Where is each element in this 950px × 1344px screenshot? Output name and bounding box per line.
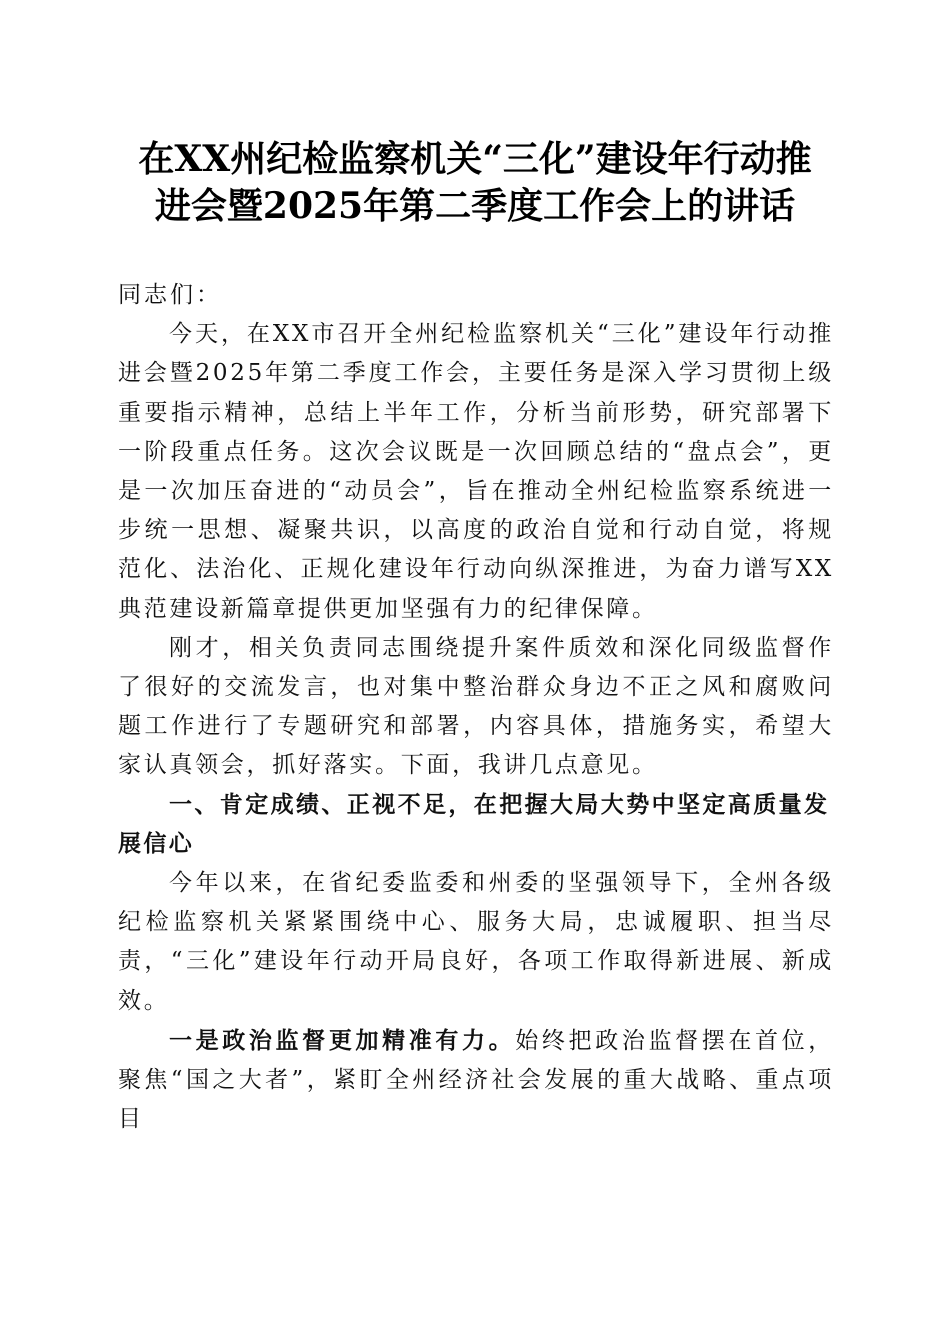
section-heading-1: 一、肯定成绩、正视不足，在把握大局大势中坚定高质量发展信心	[118, 791, 830, 857]
title-line-1: 在XX州纪检监察机关“三化”建设年行动推	[138, 138, 812, 180]
point-1-paragraph	[118, 1021, 834, 1140]
document-body	[118, 276, 834, 1139]
salutation: 同志们：	[118, 282, 222, 308]
point-1-lead: 一是政治监督更加精准有力。	[169, 1026, 516, 1054]
section-1-paragraph: 今年以来，在省纪委监委和州委的坚强领导下，全州各级纪检监察机关紧紧围绕中心、服务大局，忠诚履职、担当尽责，“三化”建设年行动开局良好，各项工作取得新进展、新成效。	[118, 870, 834, 1014]
paragraph-remarks: 刚才，相关负责同志围绕提升案件质效和深化同级监督作了很好的交流发言，也对集中整治群众身边不正之风和腐败问题工作进行了专题研究和部署，内容具体，措施务实，希望大家认真领会，抓好落实。下面，我讲几点意见。	[118, 634, 834, 779]
title-line-2: 进会暨2025年第二季度工作会上的讲话	[154, 185, 796, 227]
document-title	[80, 136, 870, 230]
point-1-text: 始终把政治监督摆在首位，聚焦“国之大者”，紧盯全州经济社会发展的重大战略、重点项目	[118, 1027, 834, 1133]
paragraph-opening: 今天，在XX市召开全州纪检监察机关“三化”建设年行动推进会暨2025年第二季度工作会，主要任务是深入学习贯彻上级重要指示精神，总结上半年工作，分析当前形势，研究部署下一阶段重点任务。这次会议既是一次回顾总结的“盘点会”，更是一次加压奋进的“动员会”，旨在推动全州纪检监察系统进一步统一思想、凝聚共识，以高度的政治自觉和行动自觉，将规范化、法治化、正规化建设年行动向纵深推进，为奋力谱写XX典范建设新篇章提供更加坚强有力的纪律保障。	[118, 321, 834, 622]
